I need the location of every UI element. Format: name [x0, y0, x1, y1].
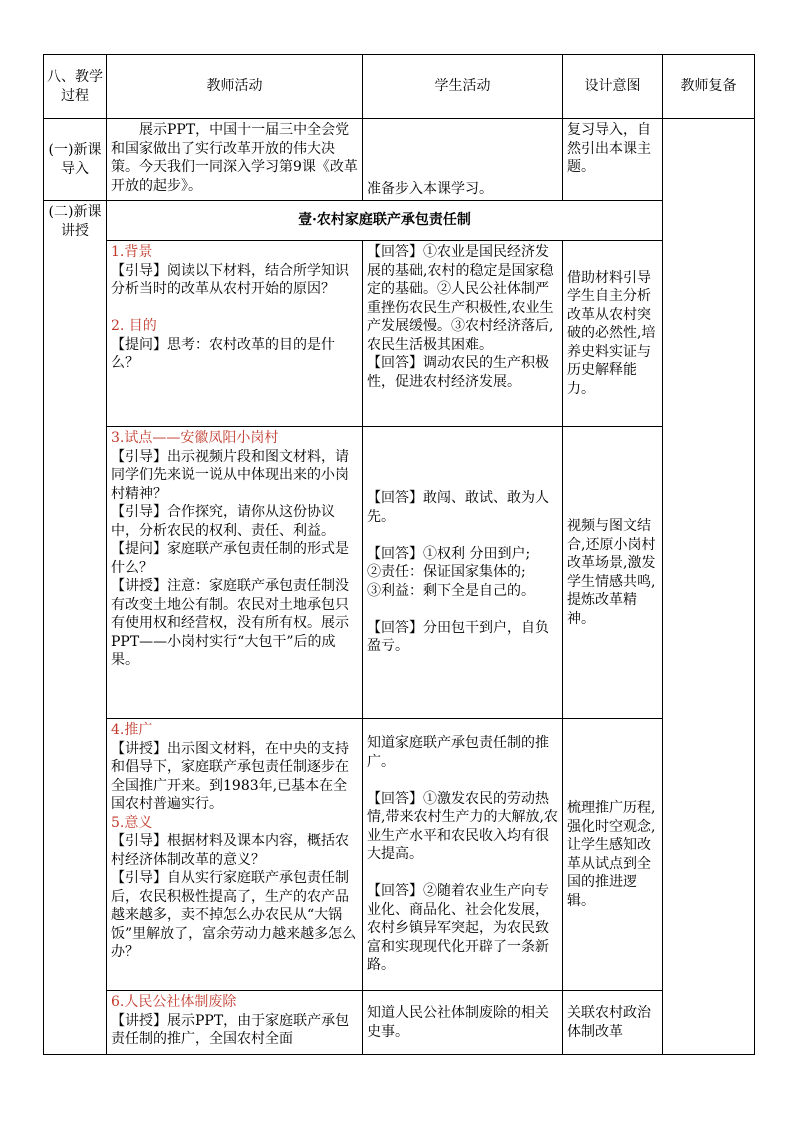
row4-lecture: 【讲授】展示PPT，由于家庭联产承包责任制的推广，全国农村全面 [111, 1012, 350, 1047]
row2-lecture: 【讲授】注意：家庭联产承包责任制没有改变土地公有制。农民对土地承包只有使用权和经营权，没有所有权。展示PPT——小岗村实行“大包干”后的成果。 [111, 578, 349, 668]
row3-intent: 梳理推广历程,强化时空观念,让学生感知改革从试点到全国的推进逻辑。 [563, 719, 663, 991]
row3-guide1: 【引导】根据材料及课本内容，概括农村经济体制改革的意义？ [111, 833, 349, 868]
row3-know: 知道家庭联产承包责任制的推广。 [367, 735, 549, 770]
row1-question: 【提问】思考：农村改革的目的是什么？ [111, 336, 335, 371]
row-pilot [44, 427, 755, 719]
teacher-review-cell [663, 119, 755, 1055]
row1-title-purpose: 2. 目的 [111, 318, 157, 334]
row2-guide1: 【引导】出示视频片段和图文材料，请同学们先来说一说从中体现出来的小岗村精神？ [111, 448, 349, 502]
row3-title-promotion: 4.推广 [111, 722, 153, 738]
intro-student: 准备步入本课学习。 [363, 119, 563, 201]
header-teacher-activity: 教师活动 [107, 55, 363, 119]
row1-intent: 借助材料引导学生自主分析改革从农村突破的必然性,培养史料实证与历史解释能力。 [563, 241, 663, 427]
row3-title-significance: 5.意义 [111, 814, 153, 831]
row2-question: 【提问】家庭联产承包责任制的形式是什么？ [111, 541, 349, 576]
row2-answer1: 【回答】敢闯、敢试、敢为人先。 [367, 490, 549, 525]
intro-teacher-text: 展示PPT，中国十一届三中全会党和国家做出了实行改革开放的伟大决策。今天我们一同深入学习第9课《改革开放的起步》。 [111, 122, 358, 194]
row1-title-background: 1.背景 [111, 244, 153, 260]
row4-student: 知道人民公社体制废除的相关史事。 [363, 991, 563, 1055]
section-title: 壹·农村家庭联产承包责任制 [107, 201, 663, 241]
header-stage: 八、教学过程 [44, 55, 107, 119]
row2-answer3: 【回答】分田包干到户，自负盈亏。 [367, 619, 549, 655]
row2-answer2a: 【回答】①权利 分田到户; [367, 545, 531, 562]
row2-title: 3.试点——安徽凤阳小岗村 [111, 430, 279, 446]
row1-answer2: 【回答】调动农民的生产积极性，促进农村经济发展。 [367, 355, 549, 390]
row-promotion [44, 719, 755, 991]
row2-guide2: 【引导】合作探究，请你从这份协议中，分析农民的权利、责任、利益。 [111, 504, 335, 539]
header-student-activity: 学生活动 [363, 55, 563, 119]
row3-answer1: 【回答】①激发农民的劳动热情,带来农村生产力的大解放,农业生产水平和农民收入均有很大提高。 [367, 790, 558, 863]
intro-stage: (一)新课导入 [44, 119, 107, 201]
row4-teacher [107, 991, 363, 1055]
header-teacher-review: 教师复备 [663, 55, 755, 119]
row1-guide: 【引导】阅读以下材料，结合所学知识分析当时的改革从农村开始的原因？ [111, 262, 349, 297]
row4-title: 6.人民公社体制废除 [111, 994, 237, 1010]
row-background [44, 241, 755, 427]
row3-guide2: 【引导】自从实行家庭联产承包责任制后，农民积极性提高了，生产的农产品越来越多，卖不掉怎么办农民从“大锅饭”里解放了，富余劳动力越来越多怎么办？ [111, 870, 357, 960]
intro-intent: 复习导入，自然引出本课主题。 [563, 119, 663, 201]
row3-answer2: 【回答】②随着农业生产向专业化、商品化、社会化发展，农村乡镇异军突起，为农民致富和实现现代化开辟了一条新路。 [367, 883, 549, 974]
row2-answer2c: ③利益：剩下全是自己的。 [367, 582, 535, 599]
lecture-stage: (二)新课讲授 [44, 201, 107, 1055]
row1-student [363, 241, 563, 427]
header-design-intent: 设计意图 [563, 55, 663, 119]
header-row [44, 55, 755, 119]
row1-answer1: 【回答】①农业是国民经济发展的基础,农村的稳定是国家稳定的基础。②人民公社体制严重挫伤农民生产积极性,农业生产发展缓慢。③农村经济落后,农民生活极其困难。 [367, 244, 554, 353]
row3-lecture: 【讲授】出示图文材料，在中央的支持和倡导下，家庭联产承包责任制逐步在全国推广开来。到1983年,已基本在全国农村普遍实行。 [111, 740, 349, 812]
row2-teacher [107, 427, 363, 719]
row-commune [44, 991, 755, 1055]
intro-row [44, 119, 755, 201]
section-row [44, 201, 755, 241]
row1-teacher [107, 241, 363, 427]
row2-student [363, 427, 563, 719]
row3-teacher [107, 719, 363, 991]
row2-answer2b: ②责任：保证国家集体的; [367, 564, 526, 581]
row3-student [363, 719, 563, 991]
row2-intent: 视频与图文结合,还原小岗村改革场景,激发学生情感共鸣,提炼改革精神。 [563, 427, 663, 719]
lesson-plan-table [43, 54, 755, 1055]
row4-intent: 关联农村政治体制改革 [563, 991, 663, 1055]
intro-teacher [107, 119, 363, 201]
